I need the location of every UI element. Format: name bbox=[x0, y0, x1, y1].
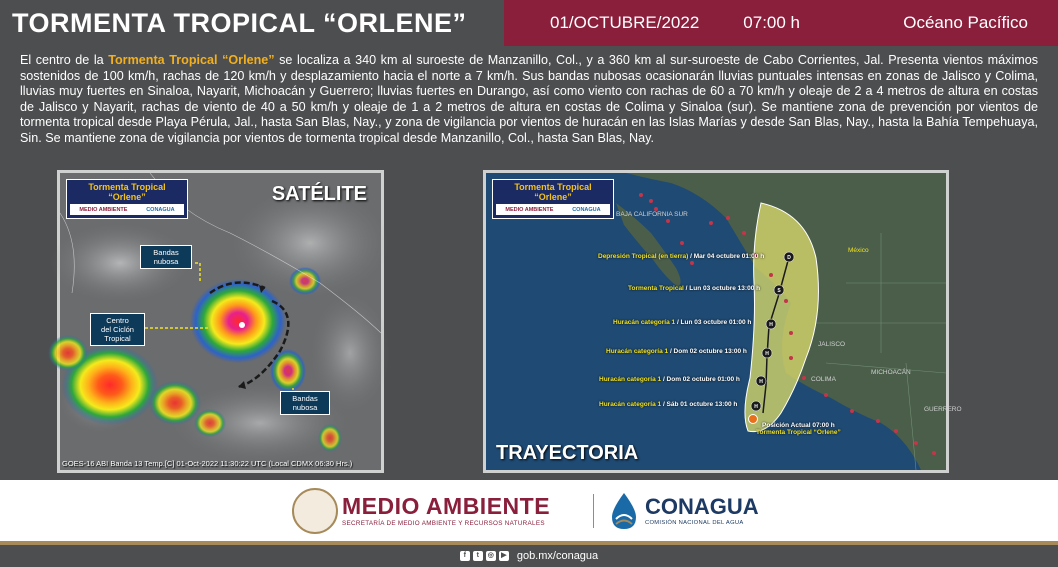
track-label-6: Huracán categoría 1 / Sáb 01 octubre 13:00 h bbox=[599, 401, 738, 408]
trajectory-badge-title: Tormenta Tropical “Orlene” bbox=[514, 182, 592, 202]
callout-cyclone-center: Centro del Ciclón Tropical bbox=[90, 313, 145, 346]
ocean-label: Océano Pacífico bbox=[903, 13, 1028, 32]
track-marker-1: D bbox=[787, 255, 791, 261]
satellite-caption: GOES-16 ABI Banda 13 Temp.[C] 01-Oct-2022 11:30:22 UTC (Local CDMX 06:30 Hrs.) bbox=[62, 459, 353, 468]
conagua-subtitle: COMISIÓN NACIONAL DEL AGUA bbox=[645, 520, 744, 526]
social-icons bbox=[460, 551, 509, 561]
trajectory-badge bbox=[492, 179, 614, 219]
map-label-colima: COLIMA bbox=[811, 376, 836, 383]
track-marker-5: H bbox=[759, 379, 763, 385]
track-marker-6: H bbox=[754, 404, 758, 410]
bulletin-time: 07:00 h bbox=[743, 13, 801, 32]
logo-divider bbox=[593, 494, 594, 528]
track-marker-4: H bbox=[765, 351, 769, 357]
website-link[interactable]: gob.mx/conagua bbox=[516, 550, 599, 562]
description-text bbox=[20, 53, 1038, 147]
map-label-jalisco: JALISCO bbox=[818, 341, 846, 348]
track-marker-3: H bbox=[769, 322, 773, 328]
callout-bands-bottom: Bandas nubosa bbox=[280, 391, 330, 415]
facebook-icon[interactable]: f bbox=[460, 551, 470, 561]
instagram-icon[interactable]: ◎ bbox=[487, 552, 494, 559]
callout-bands-top: Bandas nubosa bbox=[140, 245, 192, 269]
satellite-badge bbox=[66, 179, 188, 219]
map-label-guerrero: GUERRERO bbox=[924, 406, 962, 413]
trajectory-badge-logo-conagua: CONAGUA bbox=[572, 206, 601, 213]
map-label-baja: BAJA CALIFORNIA SUR bbox=[616, 211, 688, 218]
title-box bbox=[0, 0, 504, 46]
track-label-2: Tormenta Tropical / Lun 03 octubre 13:00 h bbox=[628, 285, 761, 292]
satellite-badge-title: Tormenta Tropical “Orlene” bbox=[88, 182, 166, 202]
map-label-michoacan: MICHOACÁN bbox=[871, 369, 911, 376]
bulletin-date: 01/OCTUBRE/2022 bbox=[550, 13, 700, 32]
bottom-bar bbox=[0, 541, 1058, 567]
current-position-label: Posición Actual 07:00 h Tormenta Tropical “Orlene” bbox=[756, 422, 841, 436]
track-label-1: Depresión Tropical (en tierra) / Mar 04 octubre 01:00 h bbox=[598, 253, 765, 260]
conagua-logo-text: CONAGUA bbox=[645, 494, 759, 519]
satellite-badge-logo-ma: MEDIO AMBIENTE bbox=[79, 206, 128, 213]
trajectory-label: TRAYECTORIA bbox=[496, 442, 639, 464]
medio-ambiente-subtitle: SECRETARÍA DE MEDIO AMBIENTE Y RECURSOS NATURALES bbox=[342, 520, 545, 527]
header bbox=[0, 0, 1058, 46]
satellite-badge-logo-conagua: CONAGUA bbox=[146, 206, 175, 213]
trajectory-panel bbox=[483, 170, 962, 473]
youtube-icon[interactable]: ▶ bbox=[499, 551, 509, 561]
medio-ambiente-logo-text: MEDIO AMBIENTE bbox=[342, 493, 551, 519]
storm-name-highlight: Tormenta Tropical “Orlene” bbox=[108, 53, 275, 67]
conagua-drop-icon bbox=[608, 491, 640, 531]
cyclone-center-marker bbox=[239, 322, 245, 328]
track-label-5: Huracán categoría 1 / Dom 02 octubre 01:00 h bbox=[599, 376, 740, 383]
footer-logos bbox=[0, 480, 1058, 541]
map-label-mexico: México bbox=[848, 247, 869, 254]
info-bar bbox=[504, 0, 1058, 46]
satellite-label: SATÉLITE bbox=[271, 183, 367, 205]
track-label-4: Huracán categoría 1 / Dom 02 octubre 13:00 h bbox=[606, 348, 747, 355]
description-prefix: El centro de la bbox=[20, 53, 109, 67]
twitter-icon[interactable]: t bbox=[473, 551, 483, 561]
track-marker-2: S bbox=[777, 288, 781, 294]
trajectory-badge-logo-ma: MEDIO AMBIENTE bbox=[505, 206, 554, 213]
mexico-seal-icon bbox=[292, 488, 338, 534]
description-body: se localiza a 340 km al suroeste de Manzanillo, Col., y a 360 km al sur-suroeste de Cabo Corrientes, Jal. Presenta vientos máximos sostenidos de 100 km/h, rachas de 120 km/h y desplazamiento hacia el norte a 7 km/h. Sus bandas nubosas ocasionarán lluvias puntuales intensas en zonas de Jalisco y Colima, lluvias muy fuertes en Sinaloa, Nayarit, Michoacán y Guerrero; lluvias fuertes en Durango, así como viento con rachas de 60 a 70 km/h y oleaje de 2 a 4 metros de altura en costas de Jalisco y Nayarit, rachas de viento de 40 a 50 km/h y oleaje de 1 a 2 metros de altura en costas de Colima y Sinaloa (sur). Se mantiene zona de prevención por vientos de tormenta tropical desde Playa Pérula, Jal., hasta San Blas, Nay., y zona de vigilancia por vientos de huracán en las Islas Marías y desde San Blas, Nay., hasta la Bahía Tempehuaya, Sin. Se mantiene zona de vigilancia por vientos de tormenta tropical desde Manzanillo, Col., hasta San Blas, Nay. bbox=[20, 53, 1038, 145]
satellite-panel bbox=[57, 170, 384, 473]
track-label-3: Huracán categoría 1 / Lun 03 octubre 01:00 h bbox=[613, 319, 752, 326]
page-title: TORMENTA TROPICAL “ORLENE” bbox=[12, 7, 467, 38]
